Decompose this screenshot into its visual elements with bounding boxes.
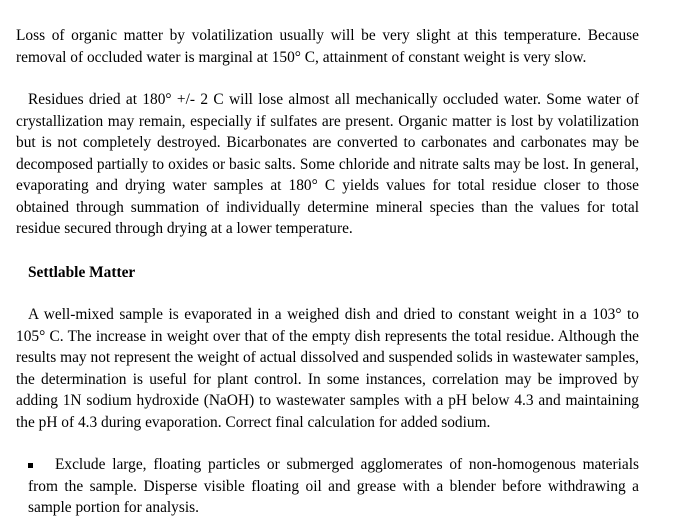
paragraph-procedure: A well-mixed sample is evaporated in a weighed dish and dried to constant weight in a 103° to 105° C. The increase in weight over that of the empty dish represents the total residue. Although the results may not represent the weight of actual dissolved and suspended solids in wastewater samples, the determination is useful for plant control. In some instances, correlation may be improved by adding 1N sodium hydroxide (NaOH) to wastewater samples with a pH below 4.3 and maintaining the pH of 4.3 during evaporation. Correct final calculation for added sodium. xyxy=(16,306,639,431)
bullet-text: Exclude large, floating particles or submerged agglomerates of non-homogenous materials from the sample. Disperse visible floating oil and grease with a blender before withdrawing a sample portion for analysis. xyxy=(28,456,639,516)
bullet-square-icon xyxy=(28,463,33,468)
list-item xyxy=(28,454,639,519)
paragraph-volatilization: Loss of organic matter by volatilization usually will be very slight at this temperature. Because removal of occluded water is marginal at 150° C, attainment of constant weight is very slow. xyxy=(16,27,639,66)
section-heading-settlable-matter: Settlable Matter xyxy=(28,263,136,281)
paragraph-residues-180: Residues dried at 180° +/- 2 C will lose almost all mechanically occluded water. Some water of crystallization may remain, especially if sulfates are present. Organic matter is lost by volatilization but is not completely destroyed. Bicarbonates are converted to carbonates and carbonates may be decomposed partially to oxides or basic salts. Some chloride and nitrate salts may be lost. In general, evaporating and drying water samples at 180° C yields values for total residue closer to those obtained through summation of individually determine mineral species than the values for total residue secured through drying at a lower temperature. xyxy=(16,91,639,237)
bullet-list xyxy=(16,454,639,519)
document-page xyxy=(16,25,639,519)
